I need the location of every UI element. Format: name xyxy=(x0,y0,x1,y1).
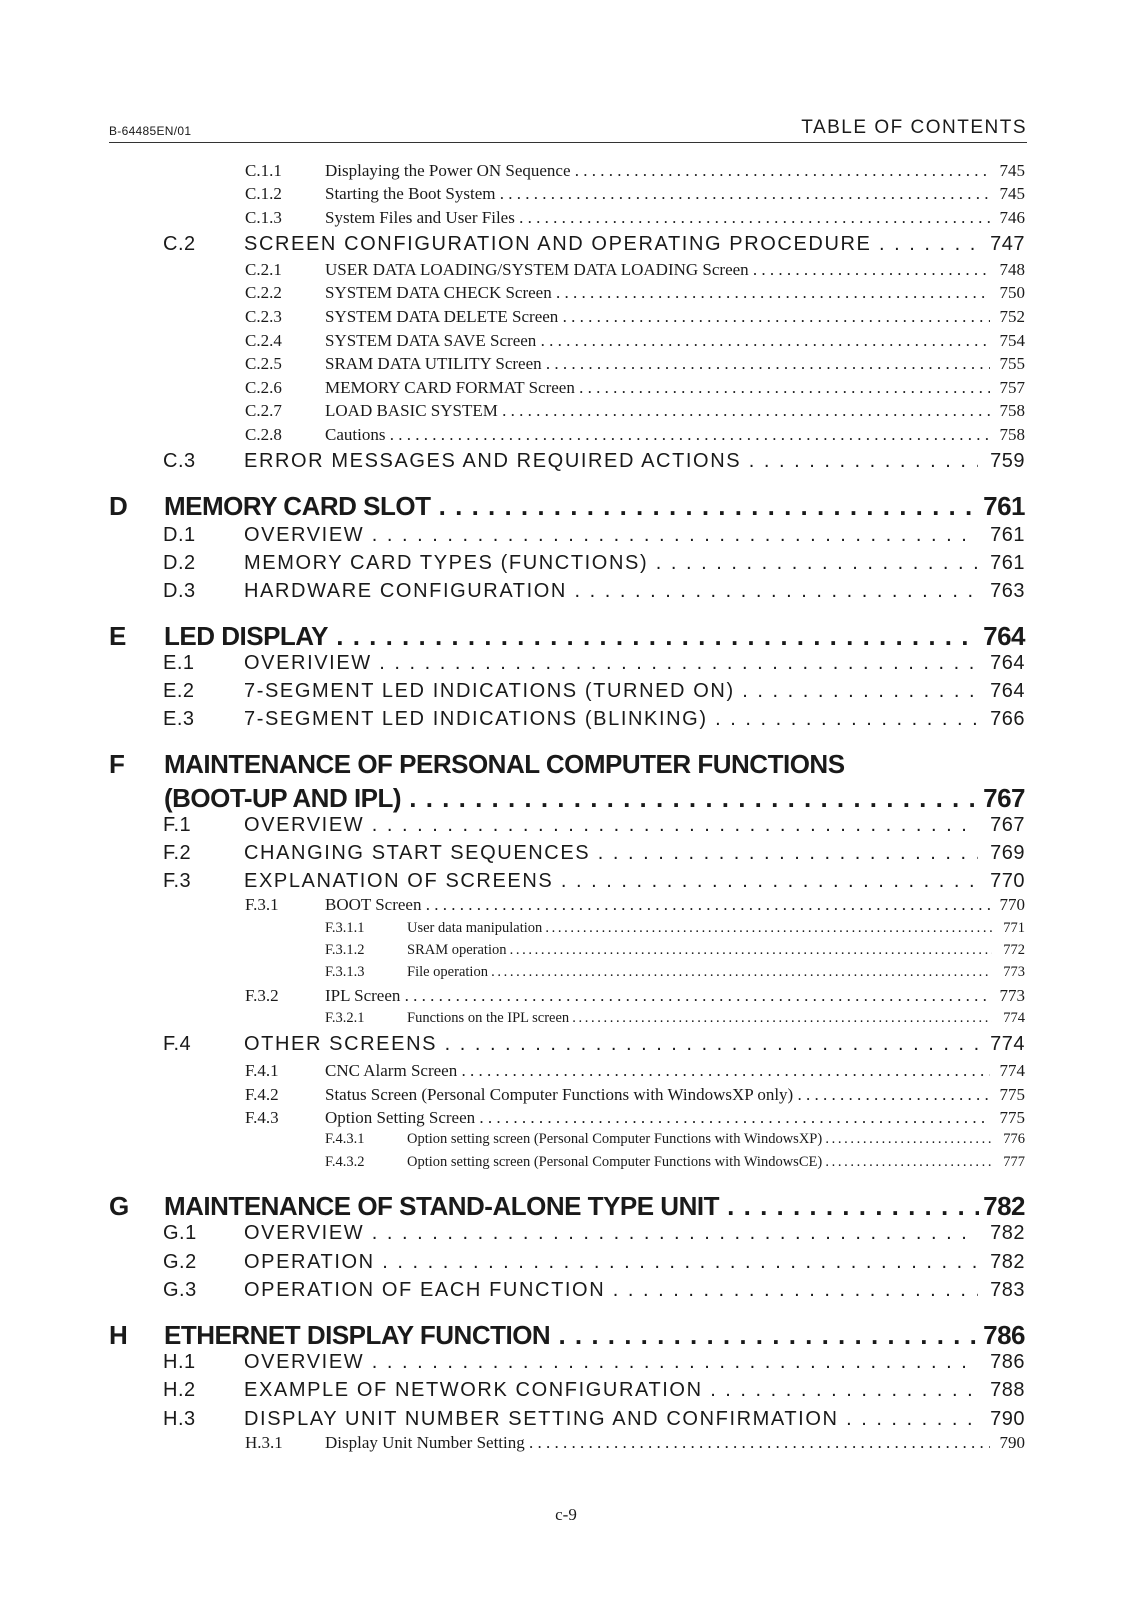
toc-entry-title: SYSTEM DATA SAVE Screen . . . xyxy=(325,331,990,351)
toc-entry-title: CNC Alarm Screen . . . xyxy=(325,1061,990,1081)
toc-entry[interactable] xyxy=(0,552,1132,580)
toc-entry-page: 773 xyxy=(1003,964,1025,980)
toc-entry-number: C.2.5 xyxy=(245,354,282,373)
toc-entry[interactable] xyxy=(0,621,1132,655)
toc-entry-page: 747 xyxy=(990,233,1025,255)
toc-entry-title: EXAMPLE OF NETWORK CONFIGURATION . . . xyxy=(244,1379,978,1402)
toc-entry-number: H.3 xyxy=(163,1408,196,1430)
toc-entry-page: 759 xyxy=(990,450,1025,472)
toc-entry-number: F.3.1.1 xyxy=(325,920,365,936)
toc-entry-number: C.1.3 xyxy=(245,208,282,227)
toc-entry-title: USER DATA LOADING/SYSTEM DATA LOADING Screen . . . xyxy=(325,260,990,280)
toc-entry-number: G.1 xyxy=(163,1222,197,1244)
toc-entry[interactable] xyxy=(0,1279,1132,1307)
toc-entry[interactable] xyxy=(0,184,1132,208)
toc-entry-page: 774 xyxy=(999,1061,1025,1080)
toc-entry-title: Starting the Boot System . . . xyxy=(325,184,990,204)
toc-entry-page: 764 xyxy=(990,652,1025,674)
toc-entry-page: 782 xyxy=(990,1251,1025,1273)
toc-entry-number: G xyxy=(109,1191,129,1221)
toc-entry-page: 748 xyxy=(999,260,1025,279)
toc-entry-page: 752 xyxy=(999,307,1025,326)
toc-entry-page: 764 xyxy=(990,680,1025,702)
toc-entry-page: 754 xyxy=(999,331,1025,350)
toc-entry[interactable] xyxy=(0,708,1132,736)
toc-entry-title: DISPLAY UNIT NUMBER SETTING AND CONFIRMATION . . . xyxy=(244,1408,978,1431)
toc-entry-page: 746 xyxy=(999,208,1025,227)
toc-entry[interactable] xyxy=(0,1085,1132,1109)
toc-entry[interactable] xyxy=(0,1033,1132,1061)
toc-entry-number: F.3.1.3 xyxy=(325,964,365,980)
toc-entry-page: 782 xyxy=(983,1191,1025,1221)
toc-entry[interactable] xyxy=(0,208,1132,232)
toc-entry[interactable] xyxy=(0,524,1132,552)
toc-entry[interactable] xyxy=(0,1222,1132,1250)
toc-entry-number: F.4.3.1 xyxy=(325,1131,365,1147)
toc-entry-number: F.3.1.2 xyxy=(325,942,365,958)
toc-entry-title: ETHERNET DISPLAY FUNCTION . . . xyxy=(164,1320,979,1351)
toc-entry-title: LOAD BASIC SYSTEM . . . xyxy=(325,401,990,421)
toc-entry-title: 7-SEGMENT LED INDICATIONS (TURNED ON) . . . xyxy=(244,680,978,703)
toc-entry-number: D.3 xyxy=(163,580,196,602)
toc-entry-page: 775 xyxy=(999,1085,1025,1104)
toc-entry-number: F.4.2 xyxy=(245,1085,279,1104)
toc-entry-title: Option setting screen (Personal Computer Functions with WindowsCE) . . . xyxy=(407,1154,992,1171)
toc-entry[interactable] xyxy=(0,425,1132,449)
toc-entry-page: 771 xyxy=(1003,920,1025,936)
toc-entry-page: 758 xyxy=(999,425,1025,444)
toc-entry-title: Display Unit Number Setting . . . xyxy=(325,1433,990,1453)
toc-entry-title: OVERVIEW . . . xyxy=(244,814,978,837)
toc-entry-number: D.2 xyxy=(163,552,196,574)
toc-entry-title: SRAM operation . . . xyxy=(407,942,992,959)
toc-entry-number: F xyxy=(109,749,125,779)
toc-entry-page: 790 xyxy=(999,1433,1025,1452)
toc-entry[interactable] xyxy=(0,1154,1132,1176)
toc-entry-title: Cautions . . . xyxy=(325,425,990,445)
toc-entry-page: 777 xyxy=(1003,1154,1025,1170)
toc-entry[interactable] xyxy=(0,942,1132,964)
toc-entry[interactable] xyxy=(0,1131,1132,1153)
toc-entry-number: C.2.7 xyxy=(245,401,282,420)
toc-entry-number: C.2.6 xyxy=(245,378,282,397)
toc-entry-title: Option setting screen (Personal Computer Functions with WindowsXP) . . . xyxy=(407,1131,992,1148)
toc-entry-number: F.3.2 xyxy=(245,986,279,1005)
toc-entry-page: 769 xyxy=(990,842,1025,864)
toc-entry[interactable] xyxy=(0,580,1132,608)
header-section-title: TABLE OF CONTENTS xyxy=(801,117,1027,138)
toc-entry-page: 766 xyxy=(990,708,1025,730)
toc-entry-page: 764 xyxy=(983,621,1025,651)
toc-entry-number: D.1 xyxy=(163,524,196,546)
toc-entry-title: MEMORY CARD TYPES (FUNCTIONS) . . . xyxy=(244,552,978,575)
toc-entry-title: SYSTEM DATA CHECK Screen . . . xyxy=(325,283,990,303)
toc-entry-title: System Files and User Files . . . xyxy=(325,208,990,228)
toc-entry[interactable] xyxy=(0,331,1132,355)
toc-entry-page: 770 xyxy=(999,895,1025,914)
toc-entry[interactable] xyxy=(0,378,1132,402)
toc-entry[interactable] xyxy=(0,895,1132,919)
toc-entry-page: 774 xyxy=(1003,1010,1025,1026)
toc-entry-number: F.1 xyxy=(163,814,192,836)
toc-entry-title: Displaying the Power ON Sequence . . . xyxy=(325,161,990,181)
toc-entry-title: OVERVIEW . . . xyxy=(244,1351,978,1374)
toc-entry-number: E xyxy=(109,621,126,651)
toc-entry-title: OPERATION . . . xyxy=(244,1251,978,1274)
toc-entry-number: F.3.1 xyxy=(245,895,279,914)
toc-entry-number: F.4 xyxy=(163,1033,192,1055)
toc-entry-page: 763 xyxy=(990,580,1025,602)
toc-entry-title: ERROR MESSAGES AND REQUIRED ACTIONS . . . xyxy=(244,450,978,473)
toc-entry-page: 788 xyxy=(990,1379,1025,1401)
toc-entry[interactable] xyxy=(0,491,1132,525)
toc-entry-number: F.4.3 xyxy=(245,1108,279,1127)
toc-entry-page: 775 xyxy=(999,1108,1025,1127)
toc-entry[interactable] xyxy=(0,1433,1132,1457)
toc-entry[interactable] xyxy=(0,783,1132,817)
toc-entry-number: E.2 xyxy=(163,680,195,702)
toc-entry-page: 761 xyxy=(990,552,1025,574)
toc-entry[interactable] xyxy=(0,870,1132,898)
toc-entry-number: C.3 xyxy=(163,450,196,472)
toc-entry-title: MEMORY CARD FORMAT Screen . . . xyxy=(325,378,990,398)
toc-entry[interactable] xyxy=(0,307,1132,331)
toc-entry[interactable] xyxy=(0,749,1132,783)
toc-entry-page: 773 xyxy=(999,986,1025,1005)
toc-entry-title: OTHER SCREENS . . . xyxy=(244,1033,978,1056)
toc-entry-number: H.2 xyxy=(163,1379,196,1401)
toc-entry-number: C.1.2 xyxy=(245,184,282,203)
toc-entry-title: SYSTEM DATA DELETE Screen . . . xyxy=(325,307,990,327)
toc-entry-page: 767 xyxy=(983,783,1025,813)
toc-entry-page: 761 xyxy=(990,524,1025,546)
toc-entry-number: D xyxy=(109,491,128,521)
toc-entry-number: F.4.3.2 xyxy=(325,1154,365,1170)
toc-entry-title: OVERIVIEW . . . xyxy=(244,652,978,675)
toc-entry[interactable] xyxy=(0,652,1132,680)
toc-entry-title: OVERVIEW . . . xyxy=(244,1222,978,1245)
toc-entry-title: HARDWARE CONFIGURATION . . . xyxy=(244,580,978,603)
toc-entry-page: 745 xyxy=(999,184,1025,203)
toc-entry-title: BOOT Screen . . . xyxy=(325,895,990,915)
toc-entry-page: 790 xyxy=(990,1408,1025,1430)
toc-entry-title: SRAM DATA UTILITY Screen . . . xyxy=(325,354,990,374)
toc-entry[interactable] xyxy=(0,1351,1132,1379)
toc-entry[interactable] xyxy=(0,1010,1132,1032)
toc-entry-number: C.2.8 xyxy=(245,425,282,444)
toc-entry[interactable] xyxy=(0,260,1132,284)
toc-entry-title: EXPLANATION OF SCREENS . . . xyxy=(244,870,978,893)
toc-entry-number: C.2.3 xyxy=(245,307,282,326)
toc-entry-title: 7-SEGMENT LED INDICATIONS (BLINKING) . . . xyxy=(244,708,978,731)
toc-entry[interactable] xyxy=(0,964,1132,986)
toc-entry-page: 750 xyxy=(999,283,1025,302)
toc-entry-title: LED DISPLAY . . . xyxy=(164,621,979,652)
toc-entry-page: 786 xyxy=(990,1351,1025,1373)
toc-entry-page: 757 xyxy=(999,378,1025,397)
toc-entry-number: G.2 xyxy=(163,1251,197,1273)
toc-entry-number: F.2 xyxy=(163,842,192,864)
toc-entry-number: F.3 xyxy=(163,870,192,892)
toc-entry[interactable] xyxy=(0,814,1132,842)
toc-entry[interactable] xyxy=(0,1108,1132,1132)
toc-entry-title: (BOOT-UP AND IPL) . . . xyxy=(164,783,979,814)
toc-entry-page: 767 xyxy=(990,814,1025,836)
toc-entry-title: CHANGING START SEQUENCES . . . xyxy=(244,842,978,865)
toc-entry-title: User data manipulation . . . xyxy=(407,920,992,937)
toc-entry[interactable] xyxy=(0,450,1132,478)
toc-entry[interactable] xyxy=(0,401,1132,425)
toc-entry-title: MEMORY CARD SLOT . . . xyxy=(164,491,979,522)
toc-entry[interactable] xyxy=(0,283,1132,307)
toc-entry-number: C.2 xyxy=(163,233,196,255)
toc-entry-number: H xyxy=(109,1320,128,1350)
document-number: B-64485EN/01 xyxy=(109,124,192,138)
toc-entry-number: F.3.2.1 xyxy=(325,1010,365,1026)
toc-entry[interactable] xyxy=(0,680,1132,708)
toc-entry-number: F.4.1 xyxy=(245,1061,279,1080)
toc-entry-page: 786 xyxy=(983,1320,1025,1350)
toc-entry[interactable] xyxy=(0,1061,1132,1085)
toc-entry[interactable] xyxy=(0,1408,1132,1436)
toc-entry-number: H.3.1 xyxy=(245,1433,283,1452)
toc-entry-title: Option Setting Screen . . . xyxy=(325,1108,990,1128)
toc-entry-number: E.1 xyxy=(163,652,195,674)
toc-entry-title: OVERVIEW . . . xyxy=(244,524,978,547)
toc-entry-title: MAINTENANCE OF PERSONAL COMPUTER FUNCTIONS xyxy=(164,749,845,779)
toc-entry-number: G.3 xyxy=(163,1279,197,1301)
toc-entry-page: 776 xyxy=(1003,1131,1025,1147)
toc-entry-title: Status Screen (Personal Computer Functions with WindowsXP only) . . . xyxy=(325,1085,990,1105)
toc-entry-page: 782 xyxy=(990,1222,1025,1244)
toc-entry[interactable] xyxy=(0,161,1132,185)
toc-entry-number: C.2.2 xyxy=(245,283,282,302)
toc-entry-page: 774 xyxy=(990,1033,1025,1055)
toc-entry-page: 761 xyxy=(983,491,1025,521)
toc-entry-page: 755 xyxy=(999,354,1025,373)
toc-entry-page: 758 xyxy=(999,401,1025,420)
toc-entry-number: H.1 xyxy=(163,1351,196,1373)
toc-entry-title: File operation . . . xyxy=(407,964,992,981)
toc-entry[interactable] xyxy=(0,1379,1132,1407)
toc-entry[interactable] xyxy=(0,1251,1132,1279)
toc-entry-page: 783 xyxy=(990,1279,1025,1301)
toc-entry-page: 770 xyxy=(990,870,1025,892)
toc-entry-number: C.2.1 xyxy=(245,260,282,279)
toc-entry[interactable] xyxy=(0,354,1132,378)
toc-entry-title: IPL Screen . . . xyxy=(325,986,990,1006)
toc-entry-title: SCREEN CONFIGURATION AND OPERATING PROCEDURE . . . xyxy=(244,233,978,256)
toc-entry-page: 745 xyxy=(999,161,1025,180)
toc-entry-number: C.2.4 xyxy=(245,331,282,350)
toc-entry-title: Functions on the IPL screen . . . xyxy=(407,1010,992,1027)
toc-entry-title: OPERATION OF EACH FUNCTION . . . xyxy=(244,1279,978,1302)
toc-entry[interactable] xyxy=(0,233,1132,261)
toc-entry[interactable] xyxy=(0,842,1132,870)
toc-entry[interactable] xyxy=(0,986,1132,1010)
toc-entry-title: MAINTENANCE OF STAND-ALONE TYPE UNIT . . . xyxy=(164,1191,979,1222)
toc-entry-number: E.3 xyxy=(163,708,195,730)
toc-entry[interactable] xyxy=(0,1320,1132,1354)
toc-entry-page: 772 xyxy=(1003,942,1025,958)
page-number-footer: c-9 xyxy=(555,1505,577,1524)
toc-entry-number: C.1.1 xyxy=(245,161,282,180)
toc-entry[interactable] xyxy=(0,920,1132,942)
toc-entry[interactable] xyxy=(0,1191,1132,1225)
